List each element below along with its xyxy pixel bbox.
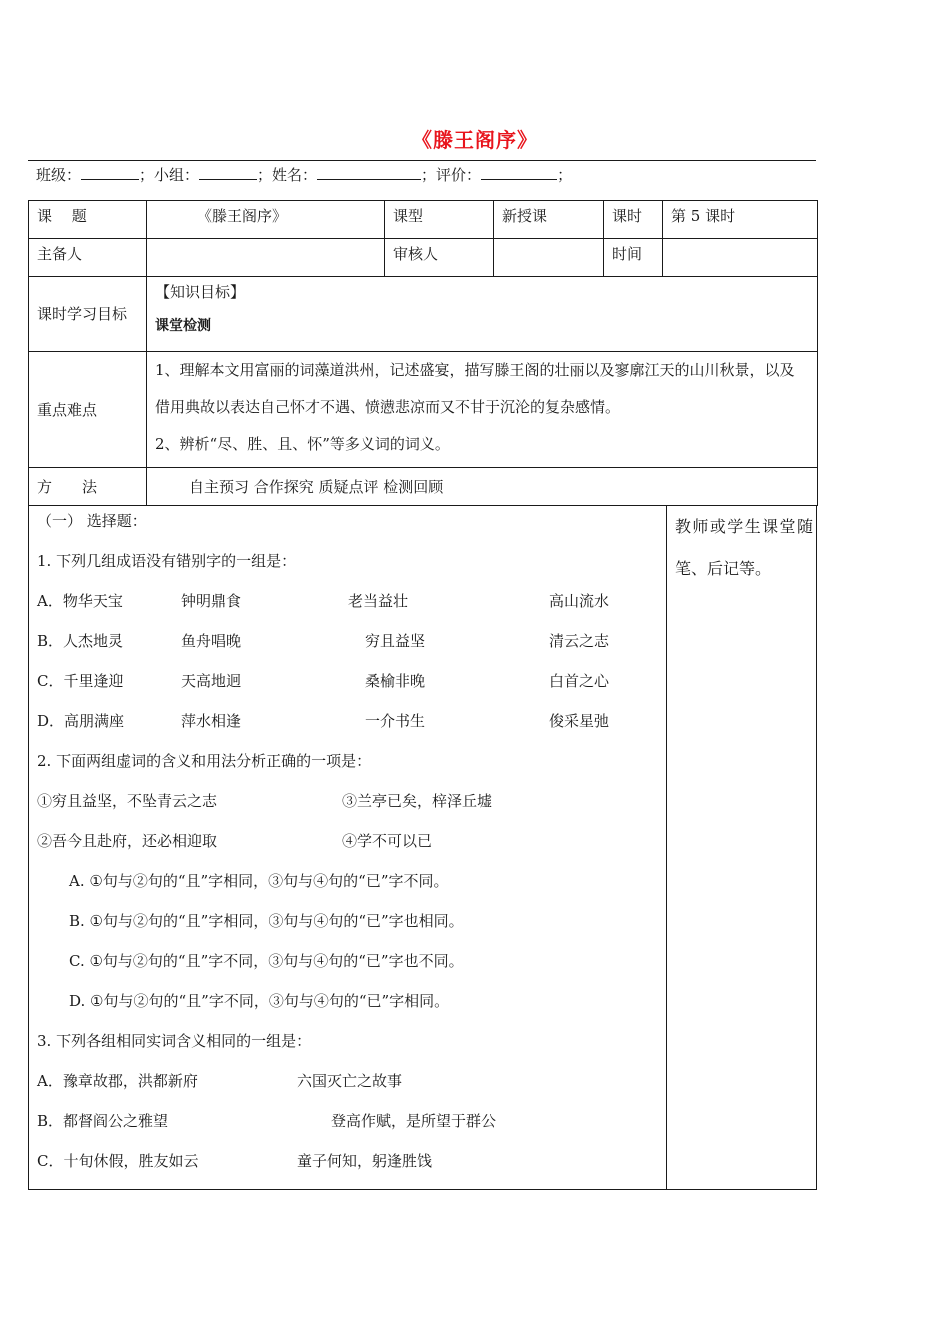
name-blank[interactable] bbox=[317, 165, 421, 180]
topic-value: 《滕王阁序》 bbox=[147, 201, 385, 239]
q2-sentence-1: ①穷且益坚，不坠青云之志 bbox=[37, 792, 218, 810]
group-blank[interactable] bbox=[199, 165, 257, 180]
key-point-1: 1、理解本文用富丽的词藻道洪州，记述盛宴，描写滕王阁的壮丽以及寥廓江天的山川秋景，以及借用典故以表达自己怀才不遇、愤懑悲凉而又不甘于沉沦的复杂感情。 bbox=[155, 361, 795, 416]
q2-sentences-row1 bbox=[37, 790, 657, 812]
goals-cell bbox=[147, 277, 818, 352]
q1-b-col3: 穷且益坚 bbox=[365, 632, 426, 650]
time-label: 时间 bbox=[604, 239, 663, 277]
q1-option-d bbox=[37, 710, 657, 732]
student-info-line bbox=[36, 164, 572, 185]
class-label: 班级： bbox=[36, 166, 82, 184]
q2-option-c: C. ①句与②句的“且”字不同，③句与④句的“已”字也不同。 bbox=[69, 952, 464, 970]
q2-sentence-4: ④学不可以已 bbox=[342, 832, 433, 850]
q2-sentence-3: ③兰亭已矣，梓泽丘墟 bbox=[342, 792, 493, 810]
q3-b-part1: B．都督阎公之雅望 bbox=[37, 1112, 169, 1130]
goals-label: 课时学习目标 bbox=[29, 277, 147, 352]
q3-c-part1: C．十旬休假，胜友如云 bbox=[37, 1152, 199, 1170]
exercise-box bbox=[28, 505, 817, 1190]
q1-stem: 1. 下列几组成语没有错别字的一组是： bbox=[37, 552, 297, 570]
class-blank[interactable] bbox=[81, 165, 139, 180]
document-title: 《滕王阁序》 bbox=[412, 128, 538, 152]
type-label: 课型 bbox=[385, 201, 494, 239]
lesson-header-table bbox=[28, 200, 818, 506]
preparer-label: 主备人 bbox=[29, 239, 147, 277]
evaluation-label: ；评价： bbox=[421, 166, 482, 184]
info-end: ； bbox=[557, 166, 573, 184]
q1-c-col2: 天高地迥 bbox=[181, 672, 242, 690]
q1-c-col4: 白首之心 bbox=[549, 672, 610, 690]
period-value: 第 5 课时 bbox=[663, 201, 818, 239]
q1-option-a bbox=[37, 590, 657, 612]
q3-option-a bbox=[37, 1070, 657, 1092]
title-rule bbox=[28, 160, 816, 161]
q1-d-col3: 一介书生 bbox=[365, 712, 426, 730]
q2-sentence-2: ②吾今且赴府，还必相迎取 bbox=[37, 832, 218, 850]
group-label: ；小组： bbox=[139, 166, 200, 184]
q1-a-col1: A．物华天宝 bbox=[37, 592, 123, 610]
q1-d-col2: 萍水相逢 bbox=[181, 712, 242, 730]
q3-option-c bbox=[37, 1150, 657, 1172]
q3-a-part1: A．豫章故郡，洪都新府 bbox=[37, 1072, 198, 1090]
q2-sentences-row2 bbox=[37, 830, 657, 852]
q2-option-a: A. ①句与②句的“且”字相同，③句与④句的“已”字不同。 bbox=[69, 872, 449, 890]
q1-b-col1: B．人杰地灵 bbox=[37, 632, 124, 650]
evaluation-blank[interactable] bbox=[481, 165, 557, 180]
q3-a-part2: 六国灭亡之故事 bbox=[297, 1072, 403, 1090]
q3-c-part2: 童子何知，躬逢胜饯 bbox=[297, 1152, 433, 1170]
q1-b-col2: 鱼舟唱晚 bbox=[181, 632, 242, 650]
q1-d-col1: D．高朋满座 bbox=[37, 712, 125, 730]
notes-divider bbox=[666, 506, 667, 1189]
method-value: 自主预习 合作探究 质疑点评 检测回顾 bbox=[147, 468, 818, 506]
q1-d-col4: 俊采星弛 bbox=[549, 712, 610, 730]
period-label: 课时 bbox=[604, 201, 663, 239]
time-value bbox=[663, 239, 818, 277]
q3-option-b bbox=[37, 1110, 657, 1132]
q1-c-col3: 桑榆非晚 bbox=[365, 672, 426, 690]
q2-option-b: B. ①句与②句的“且”字相同，③句与④句的“已”字也相同。 bbox=[69, 912, 464, 930]
goals-tag: 【知识目标】 bbox=[155, 283, 246, 301]
key-points-label: 重点难点 bbox=[29, 352, 147, 468]
q3-b-part2: 登高作赋，是所望于群公 bbox=[331, 1112, 497, 1130]
key-points-cell bbox=[147, 352, 818, 468]
q1-a-col3: 老当益壮 bbox=[348, 592, 409, 610]
preparer-value bbox=[147, 239, 385, 277]
key-point-2: 2、辨析“尽、胜、且、怀”等多义词的词义。 bbox=[155, 435, 450, 453]
section-title: （一） 选择题： bbox=[37, 512, 147, 530]
reviewer-label: 审核人 bbox=[385, 239, 494, 277]
teacher-notes: 教师或学生课堂随笔、后记等。 bbox=[675, 517, 813, 578]
q2-option-d: D. ①句与②句的“且”字不同，③句与④句的“已”字相同。 bbox=[69, 992, 450, 1010]
q1-a-col2: 钟明鼎食 bbox=[181, 592, 242, 610]
q1-option-b bbox=[37, 630, 657, 652]
type-value: 新授课 bbox=[494, 201, 604, 239]
q2-stem: 2. 下面两组虚词的含义和用法分析正确的一项是： bbox=[37, 752, 372, 770]
q1-a-col4: 高山流水 bbox=[549, 592, 610, 610]
name-label: ；姓名： bbox=[257, 166, 318, 184]
topic-label: 课 题 bbox=[29, 201, 147, 239]
q3-stem: 3. 下列各组相同实词含义相同的一组是： bbox=[37, 1032, 312, 1050]
q1-c-col1: C．千里逢迎 bbox=[37, 672, 124, 690]
reviewer-value bbox=[494, 239, 604, 277]
method-label: 方 法 bbox=[29, 468, 147, 506]
q1-option-c bbox=[37, 670, 657, 692]
goals-subtitle: 课堂检测 bbox=[155, 318, 211, 334]
q1-b-col4: 清云之志 bbox=[549, 632, 610, 650]
